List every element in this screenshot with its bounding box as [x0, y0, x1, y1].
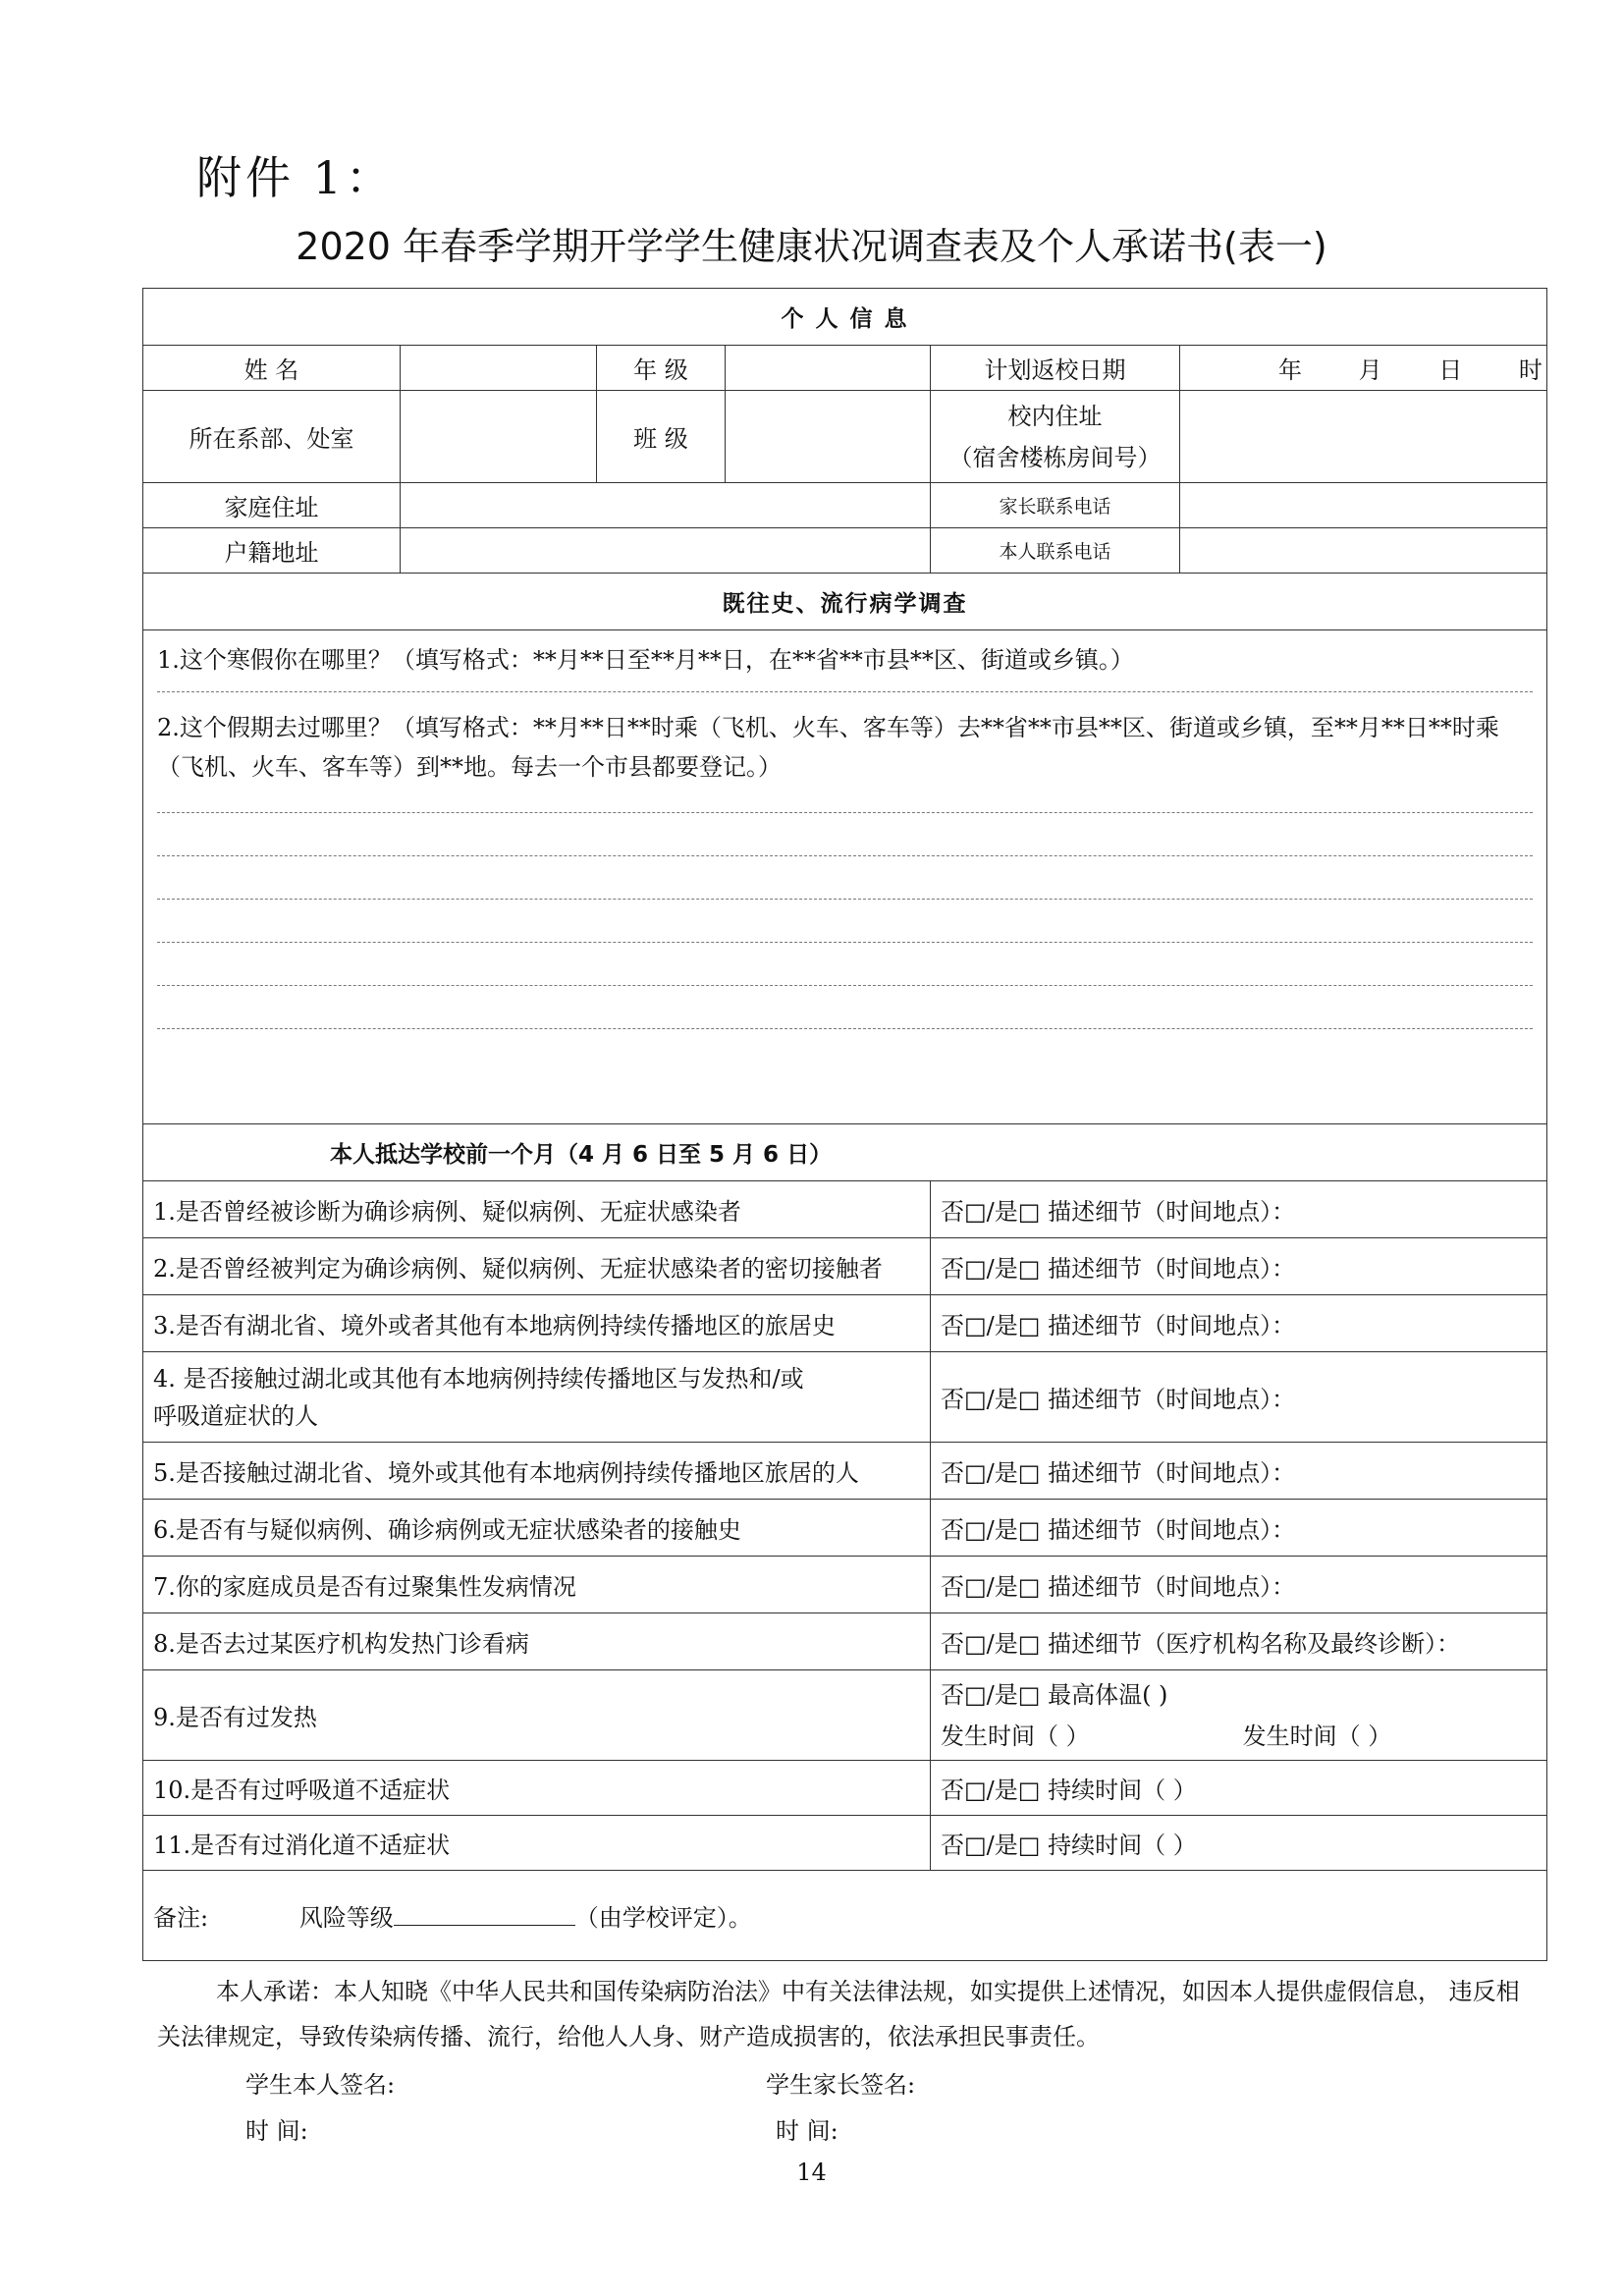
answer-digestive[interactable]: 否□/是□ 持续时间（ ）	[931, 1816, 1547, 1871]
self-phone-field[interactable]	[1180, 528, 1547, 574]
parent-time-label[interactable]: 时 间:	[776, 2117, 839, 2145]
answer-checkbox-3[interactable]: 否□/是□ 描述细节（时间地点）：	[931, 1295, 1547, 1352]
risk-level-suffix: （由学校评定）。	[574, 1904, 752, 1932]
question-row-3: 3.是否有湖北省、境外或者其他有本地病例持续传播地区的旅居史	[143, 1295, 931, 1352]
answer-line[interactable]	[157, 1028, 1533, 1029]
form-title: 2020 年春季学期开学学生健康状况调查表及个人承诺书(表一)	[296, 225, 1327, 268]
history-heading: 既往史、流行病学调查	[143, 574, 1547, 630]
date-year-unit: 年	[1278, 356, 1302, 384]
parent-signature-label[interactable]: 学生家长签名:	[766, 2071, 916, 2099]
answer-fever[interactable]	[931, 1670, 1547, 1761]
month-before-heading: 本人抵达学校前一个月（4 月 6 日至 5 月 6 日）	[143, 1124, 1547, 1181]
student-time-label[interactable]: 时 间:	[245, 2117, 308, 2145]
return-date-field[interactable]	[1180, 346, 1547, 391]
dept-field[interactable]	[401, 391, 597, 483]
fever-time-2[interactable]: 发生时间（ ）	[1242, 1722, 1392, 1750]
name-label: 姓 名	[143, 346, 401, 391]
answer-checkbox-4[interactable]: 否□/是□ 描述细节（时间地点）：	[931, 1352, 1547, 1443]
fever-time-1[interactable]: 发生时间（ ）	[941, 1722, 1090, 1750]
question-row-1: 1.是否曾经被诊断为确诊病例、疑似病例、无症状感染者	[143, 1181, 931, 1238]
answer-checkbox-6[interactable]: 否□/是□ 描述细节（时间地点）：	[931, 1500, 1547, 1557]
question-row-fever: 9.是否有过发热	[143, 1670, 931, 1761]
question-row-digestive: 11.是否有过消化道不适症状	[143, 1816, 931, 1871]
parent-phone-label: 家长联系电话	[931, 483, 1180, 528]
trip-answer-lines[interactable]	[157, 812, 1533, 1029]
grade-field[interactable]	[726, 346, 931, 391]
hukou-label: 户籍地址	[143, 528, 401, 574]
campus-address-title: 校内住址	[1007, 402, 1103, 430]
date-day-unit: 日	[1438, 356, 1463, 384]
personal-promise: 本人承诺：本人知晓《中华人民共和国传染病防治法》中有关法律法规，如实提供上述情况，如因本人提供虚假信息， 违反相关法律规定，导致传染病传播、流行，给他人人身、财产造成损害的，依法承担民事责任。	[157, 1978, 1520, 2050]
remarks-label: 备注:	[153, 1904, 209, 1932]
date-month-unit: 月	[1358, 356, 1382, 384]
answer-line[interactable]	[157, 855, 1533, 856]
personal-info-heading: 个 人 信 息	[143, 289, 1547, 346]
answer-line[interactable]	[157, 899, 1533, 900]
risk-level-label: 风险等级	[298, 1904, 394, 1932]
question-row-2: 2.是否曾经被判定为确诊病例、疑似病例、无症状感染者的密切接触者	[143, 1238, 931, 1295]
answer-checkbox-1[interactable]: 否□/是□ 描述细节（时间地点）：	[931, 1181, 1547, 1238]
return-date-label: 计划返校日期	[931, 346, 1180, 391]
campus-address-subtitle: （宿舍楼栋房间号）	[948, 443, 1162, 471]
answer-line[interactable]	[157, 942, 1533, 943]
date-hour-unit: 时	[1518, 356, 1542, 384]
hukou-field[interactable]	[401, 528, 931, 574]
home-address-label: 家庭住址	[143, 483, 401, 528]
answer-line[interactable]	[157, 985, 1533, 986]
attachment-label: 附件 1：	[196, 151, 395, 204]
question-row-7: 7.你的家庭成员是否有过聚集性发病情况	[143, 1557, 931, 1613]
answer-checkbox-8[interactable]: 否□/是□ 描述细节（医疗机构名称及最终诊断）：	[931, 1613, 1547, 1670]
health-survey-table	[142, 288, 1547, 1961]
question-row-8: 8.是否去过某医疗机构发热门诊看病	[143, 1613, 931, 1670]
travel-history-block[interactable]	[143, 630, 1547, 1124]
class-label: 班 级	[597, 391, 726, 483]
campus-address-field[interactable]	[1180, 391, 1547, 483]
question-row-4: 4. 是否接触过湖北或其他有本地病例持续传播地区与发热和/或呼吸道症状的人	[143, 1352, 931, 1443]
question-row-6: 6.是否有与疑似病例、确诊病例或无症状感染者的接触史	[143, 1500, 931, 1557]
answer-checkbox-5[interactable]: 否□/是□ 描述细节（时间地点）：	[931, 1443, 1547, 1500]
dept-label: 所在系部、处室	[143, 391, 401, 483]
question-row-respiratory: 10.是否有过呼吸道不适症状	[143, 1761, 931, 1816]
question-trip-history: 2.这个假期去过哪里？（填写格式：**月**日**时乘（飞机、火车、客车等）去**省**市县**区、街道或乡镇，至**月**日**时乘（飞机、火车、客车等）到**地。每去一个市县都要登记。）	[157, 714, 1499, 781]
question-winter-location: 1.这个寒假你在哪里？（填写格式：**月**日至**月**日，在**省**市县**区、街道或乡镇。）	[157, 646, 1134, 674]
answer-checkbox-2[interactable]: 否□/是□ 描述细节（时间地点）：	[931, 1238, 1547, 1295]
answer-checkbox-7[interactable]: 否□/是□ 描述细节（时间地点）：	[931, 1557, 1547, 1613]
grade-label: 年 级	[597, 346, 726, 391]
remarks-row	[143, 1871, 1547, 1961]
risk-level-blank[interactable]	[394, 1903, 575, 1926]
question-row-5: 5.是否接触过湖北省、境外或其他有本地病例持续传播地区旅居的人	[143, 1443, 931, 1500]
class-field[interactable]	[726, 391, 931, 483]
campus-address-label	[931, 391, 1180, 483]
page-number: 14	[796, 2159, 827, 2186]
self-phone-label: 本人联系电话	[931, 528, 1180, 574]
parent-phone-field[interactable]	[1180, 483, 1547, 528]
student-signature-label[interactable]: 学生本人签名:	[245, 2071, 396, 2099]
answer-respiratory[interactable]: 否□/是□ 持续时间（ ）	[931, 1761, 1547, 1816]
name-field[interactable]	[401, 346, 597, 391]
fever-max-temp[interactable]: 否□/是□ 最高体温( )	[941, 1680, 1168, 1709]
home-address-field[interactable]	[401, 483, 931, 528]
answer-line[interactable]	[157, 812, 1533, 813]
